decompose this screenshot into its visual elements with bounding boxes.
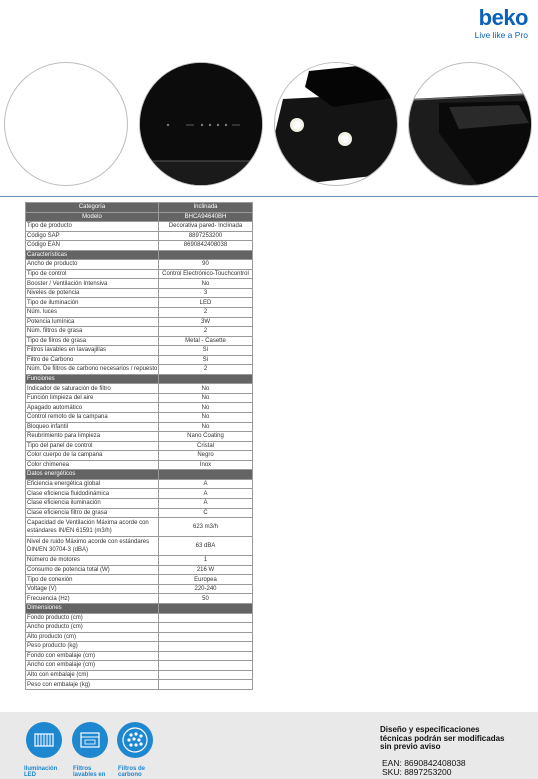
spec-value: 1 bbox=[159, 556, 253, 566]
beko-logo bbox=[475, 6, 528, 40]
spec-label: Núm. luces bbox=[26, 308, 159, 318]
spec-value: No bbox=[159, 279, 253, 289]
spec-row bbox=[26, 413, 253, 423]
spec-row bbox=[26, 460, 253, 470]
spec-value: 50 bbox=[159, 594, 253, 604]
spec-label: Número de motores bbox=[26, 556, 159, 566]
spec-value: 3W bbox=[159, 317, 253, 327]
spec-label: Tipo de control bbox=[26, 269, 159, 279]
spec-row bbox=[26, 642, 253, 652]
product-photo-control-panel bbox=[139, 62, 263, 186]
spec-label: Bloqueo infantil bbox=[26, 422, 159, 432]
product-codes bbox=[382, 759, 466, 777]
spec-value: No bbox=[159, 413, 253, 423]
spec-label: Nivel de ruido Máximo acorde con estándares DIN/EN 30704-3 (dBA) bbox=[26, 537, 159, 556]
spec-value: BHCA94640BH bbox=[159, 212, 253, 222]
spec-label: Filtros lavables en lavavajillas bbox=[26, 346, 159, 356]
spec-label: Características bbox=[26, 250, 159, 260]
spec-value: 63 dBA bbox=[159, 537, 253, 556]
spec-value bbox=[159, 632, 253, 642]
spec-value: Europea bbox=[159, 575, 253, 585]
spec-row bbox=[26, 308, 253, 318]
spec-value bbox=[159, 642, 253, 652]
spec-value: C bbox=[159, 508, 253, 518]
spec-row bbox=[26, 632, 253, 642]
spec-row bbox=[26, 451, 253, 461]
spec-value: 3 bbox=[159, 288, 253, 298]
spec-value: Metal - Casette bbox=[159, 336, 253, 346]
spec-section-header bbox=[26, 470, 253, 480]
spec-label: Color cuerpo de la campana bbox=[26, 451, 159, 461]
spec-row bbox=[26, 613, 253, 623]
spec-label: Dimensiones bbox=[26, 603, 159, 613]
spec-row bbox=[26, 584, 253, 594]
spec-value: Inclinada bbox=[159, 203, 253, 213]
spec-value: Control Electrónico-Touchcontrol bbox=[159, 269, 253, 279]
spec-label: Niveles de potencia bbox=[26, 288, 159, 298]
spec-row bbox=[26, 384, 253, 394]
spec-label: Clase eficiencia fluidodinámica bbox=[26, 489, 159, 499]
spec-label: Código EAN bbox=[26, 241, 159, 251]
spec-row bbox=[26, 260, 253, 270]
spec-row bbox=[26, 479, 253, 489]
spec-label: Fondo producto (cm) bbox=[26, 613, 159, 623]
spec-header-row bbox=[26, 203, 253, 213]
spec-label: Tipo de conexión bbox=[26, 575, 159, 585]
spec-value bbox=[159, 470, 253, 480]
spec-label: Categoría bbox=[26, 203, 159, 213]
spec-row bbox=[26, 422, 253, 432]
ean-code: EAN: 8690842408038 bbox=[382, 758, 466, 768]
spec-row bbox=[26, 680, 253, 690]
spec-label: Tipo de producto bbox=[26, 222, 159, 232]
spec-label: Reubrimiento para limpieza bbox=[26, 432, 159, 442]
spec-row bbox=[26, 355, 253, 365]
spec-label: Funciones bbox=[26, 374, 159, 384]
spec-row bbox=[26, 269, 253, 279]
spec-label: Booster / Ventilación Intensiva bbox=[26, 279, 159, 289]
spec-label: Datos energéticos bbox=[26, 470, 159, 480]
spec-row bbox=[26, 594, 253, 604]
spec-label: Consumo de potencia total (W) bbox=[26, 565, 159, 575]
spec-row bbox=[26, 508, 253, 518]
spec-label: Frecuencia (Hz) bbox=[26, 594, 159, 604]
washable-filter-icon bbox=[72, 722, 108, 758]
spec-row bbox=[26, 432, 253, 442]
spec-table bbox=[25, 202, 253, 690]
spec-row bbox=[26, 279, 253, 289]
spec-label: Control remoto de la campana bbox=[26, 413, 159, 423]
spec-label: Eficiencia energética global bbox=[26, 479, 159, 489]
spec-row bbox=[26, 317, 253, 327]
spec-row bbox=[26, 231, 253, 241]
spec-value: No bbox=[159, 403, 253, 413]
spec-value bbox=[159, 661, 253, 671]
spec-value: 216 W bbox=[159, 565, 253, 575]
underside-illustration bbox=[275, 63, 398, 186]
spec-label: Fondo con embalaje (cm) bbox=[26, 651, 159, 661]
section-divider bbox=[0, 196, 538, 197]
spec-label: Indicador de saturación de filtro bbox=[26, 384, 159, 394]
footer bbox=[0, 712, 538, 779]
spec-label: Voltage (V) bbox=[26, 584, 159, 594]
spec-value: A bbox=[159, 479, 253, 489]
spec-value bbox=[159, 670, 253, 680]
carbon-filter-icon bbox=[117, 722, 153, 758]
control-panel-illustration bbox=[140, 63, 263, 186]
spec-value bbox=[159, 613, 253, 623]
spec-label: Clase eficiencia filtro de grasa bbox=[26, 508, 159, 518]
spec-value bbox=[159, 623, 253, 633]
spec-label: Ancho con embalaje (cm) bbox=[26, 661, 159, 671]
spec-row bbox=[26, 575, 253, 585]
spec-label: Color chimenea bbox=[26, 460, 159, 470]
spec-value: Sí bbox=[159, 355, 253, 365]
spec-row bbox=[26, 441, 253, 451]
spec-row bbox=[26, 393, 253, 403]
spec-label: Apagado automático bbox=[26, 403, 159, 413]
spec-value: No bbox=[159, 393, 253, 403]
spec-label: Función limpieza del aire bbox=[26, 393, 159, 403]
badge-label-led: Iluminación LED bbox=[24, 766, 58, 778]
spec-value bbox=[159, 680, 253, 690]
spec-label: Tipo de iluminación bbox=[26, 298, 159, 308]
sku-code: SKU: 8897253200 bbox=[382, 767, 452, 777]
spec-label: Núm. De filtros de carbono necesarios / repuesto bbox=[27, 366, 158, 373]
spec-label: Tipo de filros de grasa bbox=[26, 336, 159, 346]
spec-row bbox=[26, 498, 253, 508]
spec-row bbox=[26, 537, 253, 556]
spec-value: 2 bbox=[159, 365, 253, 375]
spec-label: Filtro de Carbono bbox=[26, 355, 159, 365]
spec-label: Peso con embalaje (kg) bbox=[26, 680, 159, 690]
spec-label: Modelo bbox=[26, 212, 159, 222]
product-photo-underside bbox=[274, 62, 398, 186]
spec-label: Potencia lumínica bbox=[26, 317, 159, 327]
spec-value: 90 bbox=[159, 260, 253, 270]
spec-value: A bbox=[159, 498, 253, 508]
side-illustration bbox=[409, 63, 532, 186]
spec-row bbox=[26, 670, 253, 680]
led-lighting-icon bbox=[26, 722, 62, 758]
spec-value: 2 bbox=[159, 308, 253, 318]
spec-row bbox=[26, 556, 253, 566]
spec-row bbox=[26, 288, 253, 298]
spec-value: LED bbox=[159, 298, 253, 308]
spec-value: A bbox=[159, 489, 253, 499]
spec-value: Sí bbox=[159, 346, 253, 356]
spec-label: Código SAP bbox=[26, 231, 159, 241]
spec-row bbox=[26, 222, 253, 232]
spec-row bbox=[26, 365, 253, 375]
disclaimer: Diseño y especificaciones técnicas podrán ser modificadas sin previo aviso bbox=[380, 725, 505, 751]
spec-row bbox=[26, 241, 253, 251]
spec-value bbox=[159, 603, 253, 613]
spec-row bbox=[26, 298, 253, 308]
spec-value: Negro bbox=[159, 451, 253, 461]
spec-label: Tipo del panel de control bbox=[26, 441, 159, 451]
spec-section-header bbox=[26, 250, 253, 260]
spec-value: Cristal bbox=[159, 441, 253, 451]
spec-row bbox=[26, 403, 253, 413]
brand-name: beko bbox=[478, 5, 528, 30]
spec-row bbox=[26, 346, 253, 356]
spec-header-row bbox=[26, 212, 253, 222]
product-photos bbox=[4, 62, 534, 186]
spec-row bbox=[26, 327, 253, 337]
spec-value bbox=[159, 250, 253, 260]
spec-label: Alto con embalaje (cm) bbox=[26, 670, 159, 680]
spec-label: Ancho de producto bbox=[26, 260, 159, 270]
spec-section-header bbox=[26, 374, 253, 384]
spec-value: 2 bbox=[159, 327, 253, 337]
spec-value: 8897253200 bbox=[159, 231, 253, 241]
spec-section-header bbox=[26, 603, 253, 613]
spec-label: Núm. filtros de grasa bbox=[26, 327, 159, 337]
badge-label-washable: Filtros lavables en bbox=[73, 766, 106, 778]
spec-label: Capacidad de Ventilación Máxima acorde con estándares IN/EN 61591 (m3/h) bbox=[26, 518, 159, 537]
spec-label: Peso producto (kg) bbox=[26, 642, 159, 652]
spec-row bbox=[26, 623, 253, 633]
spec-row bbox=[26, 565, 253, 575]
spec-value bbox=[159, 651, 253, 661]
spec-row bbox=[26, 489, 253, 499]
spec-value: Decorativa pared- Inclinada bbox=[159, 222, 253, 232]
spec-value: 8690842408038 bbox=[159, 241, 253, 251]
spec-value: No bbox=[159, 384, 253, 394]
spec-row bbox=[26, 651, 253, 661]
spec-value: Inox bbox=[159, 460, 253, 470]
spec-value: No bbox=[159, 422, 253, 432]
spec-row bbox=[26, 661, 253, 671]
spec-value: 623 m3/h bbox=[159, 518, 253, 537]
spec-value bbox=[159, 374, 253, 384]
badge-label-carbon: Filtros de carbono bbox=[118, 766, 146, 778]
product-photo-front bbox=[4, 62, 128, 186]
product-photo-side bbox=[408, 62, 532, 186]
spec-value: Nano Coating bbox=[159, 432, 253, 442]
brand-tagline: Live like a Pro bbox=[474, 30, 528, 40]
spec-label: Clase eficiencia iluminación bbox=[26, 498, 159, 508]
spec-label: Ancho producto (cm) bbox=[26, 623, 159, 633]
spec-value: 220-240 bbox=[159, 584, 253, 594]
spec-row bbox=[26, 518, 253, 537]
spec-label: Alto producto (cm) bbox=[26, 632, 159, 642]
spec-row bbox=[26, 336, 253, 346]
